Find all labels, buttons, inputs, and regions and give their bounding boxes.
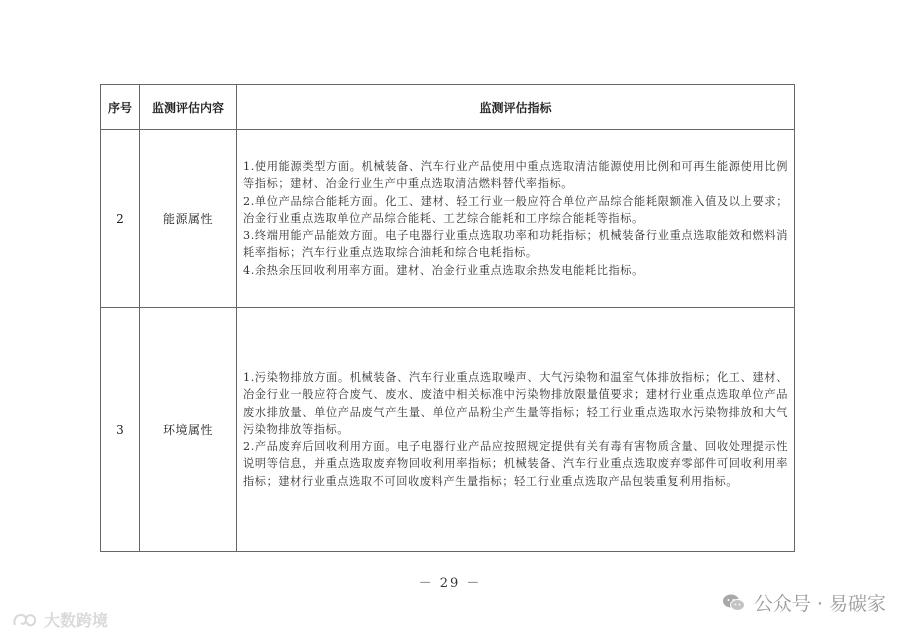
row-seq: 3	[101, 308, 140, 552]
indicator-item: 3.终端用能产品能效方面。电子电器行业重点选取功率和功耗指标；机械装备行业重点选取能效和燃料消耗率指标；汽车行业重点选取综合油耗和综合电耗指标。	[243, 229, 788, 260]
row-seq: 2	[101, 130, 140, 308]
table-row	[101, 130, 795, 308]
indicator-item: 1.使用能源类型方面。机械装备、汽车行业产品使用中重点选取清洁能源使用比例和可再生能源使用比例等指标；建材、冶金行业生产中重点选取清洁燃料替代率指标。	[243, 160, 788, 191]
left-watermark-text: 大数跨境	[44, 611, 109, 630]
header-seq: 序号	[101, 85, 140, 130]
brand-logo-icon	[12, 611, 40, 629]
table-header-row	[101, 85, 795, 130]
header-indicators: 监测评估指标	[237, 85, 795, 130]
indicator-table	[100, 84, 795, 552]
wechat-icon	[722, 592, 746, 614]
row-indicators	[237, 308, 795, 552]
right-watermark-text: 公众号 · 易碳家	[753, 593, 886, 615]
left-watermark	[12, 608, 108, 631]
page-number: － 29 －	[418, 576, 482, 591]
row-content: 能源属性	[140, 130, 237, 308]
row-content: 环境属性	[140, 308, 237, 552]
indicator-item: 1.污染物排放方面。机械装备、汽车行业重点选取噪声、大气污染物和温室气体排放指标；化工、建材、冶金行业一般应符合废气、废水、废渣中相关标准中污染物排放限量值要求；建材行业重点选取单位产品废水排放量、单位产品废气产生量、单位产品粉尘产生量等指标；轻工行业重点选取水污染物排放和大气污染物排放等指标。	[243, 371, 788, 436]
indicator-item: 2.单位产品综合能耗方面。化工、建材、轻工行业一般应符合单位产品综合能耗限额准入值及以上要求；冶金行业重点选取单位产品综合能耗、工艺综合能耗和工序综合能耗等指标。	[243, 194, 788, 225]
row-indicators	[237, 130, 795, 308]
table-row	[101, 308, 795, 552]
indicator-item: 2.产品废弃后回收利用方面。电子电器行业产品应按照规定提供有关有毒有害物质含量、回收处理提示性说明等信息，并重点选取废弃物回收利用率指标；机械装备、汽车行业重点选取废弃零部件可回收利用率指标；建材行业重点选取不可回收废料产生量指标；轻工行业重点选取产品包装重复利用指标。	[243, 440, 788, 488]
right-watermark	[722, 589, 886, 616]
indicator-item: 4.余热余压回收利用率方面。建材、冶金行业重点选取余热发电能耗比指标。	[243, 263, 644, 277]
header-content: 监测评估内容	[140, 85, 237, 130]
